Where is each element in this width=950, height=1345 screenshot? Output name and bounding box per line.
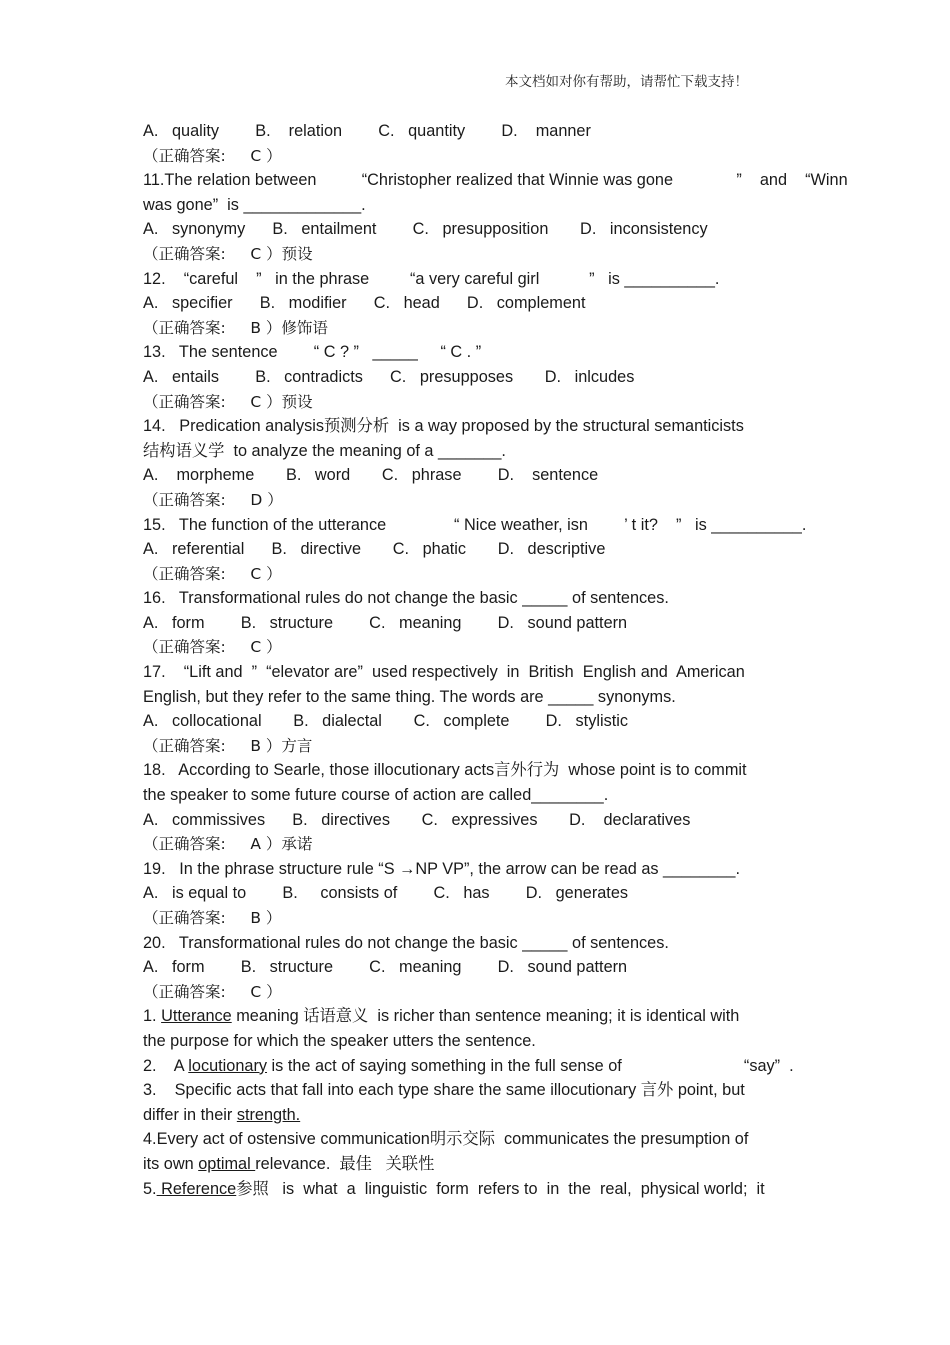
question-line: English, but they refer to the same thing. The words are _____ synonyms.	[143, 687, 676, 706]
fill-text-post: relevance. 最佳 关联性	[255, 1154, 435, 1173]
fill-text-pre: 2. A	[143, 1056, 189, 1075]
answer-line: （正确答案: C ）	[143, 564, 282, 583]
options-line: A. morpheme B. word C. phrase D. sentence	[143, 466, 599, 485]
answer-line: （正确答案: B ）修饰语	[143, 318, 328, 337]
fill-in-line	[143, 1054, 943, 1079]
question-line: 11.The relation between “Christopher realized that Winnie was gone ” and “Winn	[143, 171, 848, 190]
fill-in-line	[143, 1177, 943, 1202]
answer-line: （正确答案: A ）承诺	[143, 835, 313, 854]
options-line: A. form B. structure C. meaning D. sound pattern	[143, 613, 628, 632]
options-line: A. collocational B. dialectal C. complete D. stylistic	[143, 712, 628, 731]
fill-in-line	[143, 1004, 943, 1029]
fill-text-pre: the purpose for which the speaker utters the sentence.	[143, 1031, 536, 1050]
fill-in-line	[143, 1152, 943, 1177]
fill-text-pre: 5.	[143, 1179, 157, 1198]
answer-line: （正确答案: B ）	[143, 909, 282, 927]
fill-in-line	[143, 1127, 943, 1152]
fill-answer: locutionary	[188, 1056, 268, 1075]
options-line: A. synonymy B. entailment C. presupposition D. inconsistency	[143, 220, 708, 239]
options-line: A. is equal to B. consists of C. has D. generates	[143, 884, 629, 903]
options-line: A. commissives B. directives C. expressives D. declaratives	[143, 810, 691, 829]
fill-answer: optimal	[198, 1154, 256, 1173]
question-line: was gone” is _____________.	[143, 195, 366, 214]
fill-answer: strength.	[236, 1105, 301, 1124]
question-line: 16. Transformational rules do not change the basic _____ of sentences.	[143, 589, 669, 608]
question-line: the speaker to some future course of action are called________.	[143, 786, 609, 805]
fill-in-line	[143, 1078, 943, 1103]
options-line: A. quality B. relation C. quantity D. manner	[143, 122, 591, 140]
fill-answer: Reference	[156, 1179, 237, 1198]
fill-text-post: meaning 话语意义 is richer than sentence meaning; it is identical with	[231, 1007, 740, 1026]
question-list	[143, 119, 943, 1201]
fill-text-post: 参照 is what a linguistic form refers to in the real, physical world; it	[236, 1179, 765, 1198]
fill-text-pre: 1.	[143, 1007, 162, 1026]
question-line: 结构语义学 to analyze the meaning of a _______.	[143, 441, 506, 460]
options-line: A. specifier B. modifier C. head D. complement	[143, 294, 586, 313]
fill-in-line	[143, 1029, 943, 1054]
question-line: 13. The sentence “ C ? ” _____ “ C . ”	[143, 343, 482, 362]
fill-text-pre: 4.Every act of ostensive communication明示交际 communicates the presumption of	[143, 1130, 749, 1149]
options-line: A. referential B. directive C. phatic D. descriptive	[143, 540, 606, 559]
answer-line: （正确答案: C ）	[143, 146, 282, 165]
answer-line: （正确答案: C ）预设	[143, 244, 313, 263]
answer-line: （正确答案: C ）预设	[143, 392, 313, 411]
question-line: 17. “Lift and ” “elevator are” used respectively in British English and American	[143, 663, 745, 682]
fill-text-pre: its own	[143, 1154, 199, 1173]
answer-line: （正确答案: D ）	[143, 490, 283, 509]
question-line: 15. The function of the utterance “ Nice weather, isn ’ t it? ” is __________.	[143, 515, 807, 534]
answer-line: （正确答案: B ）方言	[143, 736, 313, 755]
question-line: 18. According to Searle, those illocutionary acts言外行为 whose point is to commit	[143, 761, 747, 780]
options-line: A. form B. structure C. meaning D. sound pattern	[143, 958, 628, 977]
fill-in-line	[143, 1103, 943, 1128]
answer-line: （正确答案: C ）	[143, 638, 282, 657]
fill-text-pre: 3. Specific acts that fall into each type share the same illocutionary 言外 point, but	[143, 1081, 745, 1100]
question-line: 12. “careful ” in the phrase “a very careful girl ” is __________.	[143, 269, 720, 288]
question-line: 14. Predication analysis预测分析 is a way proposed by the structural semanticists	[143, 417, 744, 436]
fill-answer: Utterance	[161, 1007, 232, 1026]
download-note: 本文档如对你有帮助，请帮忙下载支持！	[505, 74, 748, 90]
answer-line: （正确答案: C ）	[143, 982, 282, 1001]
options-line: A. entails B. contradicts C. presupposes D. inlcudes	[143, 367, 635, 386]
fill-text-post: is the act of saying something in the full sense of “say” .	[267, 1056, 794, 1075]
question-line: 19. In the phrase structure rule “S →NP VP”, the arrow can be read as ________.	[143, 859, 741, 878]
question-line: 20. Transformational rules do not change the basic _____ of sentences.	[143, 933, 669, 952]
fill-text-pre: differ in their	[143, 1105, 237, 1124]
